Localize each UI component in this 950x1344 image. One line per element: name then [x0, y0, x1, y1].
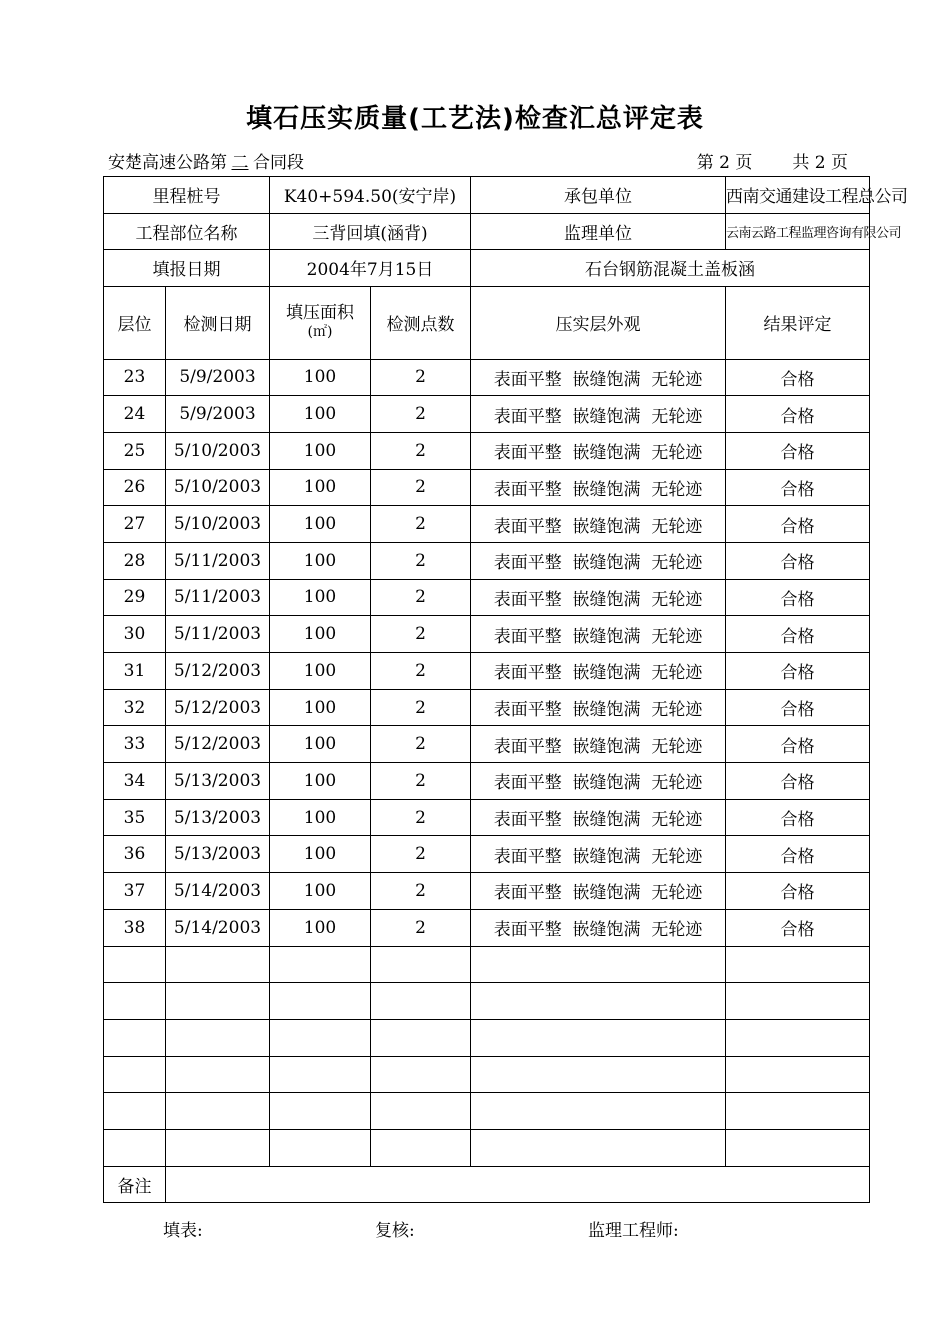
cell-appearance: 表面平整 嵌缝饱满 无轮迹	[471, 579, 726, 616]
cell-layer: 33	[104, 726, 166, 763]
cell-layer: 35	[104, 799, 166, 836]
cell-area: 100	[270, 506, 371, 543]
table-row	[104, 689, 870, 726]
cell-date: 5/11/2003	[166, 579, 270, 616]
cell-result: 合格	[726, 873, 870, 910]
empty-cell	[471, 983, 726, 1020]
empty-cell	[471, 1019, 726, 1056]
part-value: 三背回填(涵背)	[270, 213, 471, 250]
cell-date: 5/9/2003	[166, 396, 270, 433]
col-layer: 层位	[104, 286, 166, 359]
cell-date: 5/10/2003	[166, 469, 270, 506]
page-indicator	[697, 148, 848, 173]
cell-date: 5/11/2003	[166, 616, 270, 653]
filled-by-label: 填表:	[163, 1221, 203, 1241]
cell-appearance: 表面平整 嵌缝饱满 无轮迹	[471, 799, 726, 836]
engineer-label: 监理工程师:	[588, 1221, 679, 1241]
empty-row	[104, 1129, 870, 1166]
empty-cell	[166, 1093, 270, 1130]
empty-row	[104, 1019, 870, 1056]
cell-points: 2	[371, 432, 471, 469]
info-row-part	[104, 213, 870, 250]
cell-date: 5/10/2003	[166, 506, 270, 543]
cell-points: 2	[371, 542, 471, 579]
table-row	[104, 836, 870, 873]
page-title: 填石压实质量(工艺法)检查汇总评定表	[246, 104, 704, 134]
empty-cell	[471, 946, 726, 983]
empty-cell	[104, 1129, 166, 1166]
cell-points: 2	[371, 396, 471, 433]
cell-result: 合格	[726, 359, 870, 396]
cell-date: 5/13/2003	[166, 799, 270, 836]
contractor-label: 承包单位	[471, 177, 726, 214]
cell-layer: 37	[104, 873, 166, 910]
cell-points: 2	[371, 799, 471, 836]
cell-layer: 31	[104, 653, 166, 690]
project-name	[108, 148, 304, 173]
cell-appearance: 表面平整 嵌缝饱满 无轮迹	[471, 432, 726, 469]
cell-appearance: 表面平整 嵌缝饱满 无轮迹	[471, 726, 726, 763]
cell-result: 合格	[726, 616, 870, 653]
empty-cell	[371, 1093, 471, 1130]
cell-area: 100	[270, 909, 371, 946]
cell-appearance: 表面平整 嵌缝饱满 无轮迹	[471, 616, 726, 653]
col-date: 检测日期	[166, 286, 270, 359]
page-number: 第 2 页	[696, 153, 753, 173]
part-label: 工程部位名称	[104, 213, 270, 250]
empty-cell	[104, 1093, 166, 1130]
info-row-mileage	[104, 177, 870, 214]
cell-points: 2	[371, 726, 471, 763]
mileage-value: K40+594.50(安宁岸)	[270, 177, 471, 214]
cell-result: 合格	[726, 726, 870, 763]
cell-points: 2	[371, 616, 471, 653]
table-row	[104, 653, 870, 690]
col-result: 结果评定	[726, 286, 870, 359]
cell-points: 2	[371, 579, 471, 616]
cell-result: 合格	[726, 689, 870, 726]
supervisor-value: 云南云路工程监理咨询有限公司	[726, 213, 870, 250]
empty-row	[104, 1093, 870, 1130]
cell-layer: 24	[104, 396, 166, 433]
date-value: 2004年7月15日	[270, 250, 471, 287]
cell-layer: 25	[104, 432, 166, 469]
empty-cell	[471, 1093, 726, 1130]
cell-result: 合格	[726, 763, 870, 800]
cell-date: 5/11/2003	[166, 542, 270, 579]
empty-cell	[726, 1019, 870, 1056]
cell-points: 2	[371, 506, 471, 543]
subheader	[108, 148, 848, 172]
empty-cell	[471, 1129, 726, 1166]
cell-layer: 30	[104, 616, 166, 653]
empty-cell	[270, 1056, 371, 1093]
cell-layer: 32	[104, 689, 166, 726]
cell-points: 2	[371, 469, 471, 506]
cell-area: 100	[270, 469, 371, 506]
table-row	[104, 432, 870, 469]
col-points: 检测点数	[371, 286, 471, 359]
empty-cell	[270, 1093, 371, 1130]
empty-row	[104, 983, 870, 1020]
cell-layer: 26	[104, 469, 166, 506]
remarks-label: 备注	[104, 1166, 166, 1203]
col-area-unit: (㎡)	[307, 324, 333, 340]
empty-cell	[726, 946, 870, 983]
empty-cell	[371, 1129, 471, 1166]
project-prefix: 安楚高速公路第	[108, 153, 227, 173]
table-row	[104, 873, 870, 910]
page-total: 共 2 页	[792, 153, 848, 173]
cell-points: 2	[371, 653, 471, 690]
cell-appearance: 表面平整 嵌缝饱满 无轮迹	[471, 653, 726, 690]
empty-cell	[104, 983, 166, 1020]
col-appearance: 压实层外观	[471, 286, 726, 359]
cell-appearance: 表面平整 嵌缝饱满 无轮迹	[471, 396, 726, 433]
empty-cell	[104, 1019, 166, 1056]
cell-points: 2	[371, 909, 471, 946]
cell-result: 合格	[726, 396, 870, 433]
empty-cell	[371, 946, 471, 983]
cell-area: 100	[270, 689, 371, 726]
table-row	[104, 909, 870, 946]
cell-result: 合格	[726, 836, 870, 873]
cell-appearance: 表面平整 嵌缝饱满 无轮迹	[471, 506, 726, 543]
project-suffix: 合同段	[253, 153, 304, 173]
cell-result: 合格	[726, 653, 870, 690]
cell-area: 100	[270, 653, 371, 690]
supervisor-label: 监理单位	[471, 213, 726, 250]
inspection-table	[103, 176, 908, 1203]
empty-cell	[104, 1056, 166, 1093]
cell-layer: 34	[104, 763, 166, 800]
empty-cell	[166, 946, 270, 983]
empty-cell	[166, 983, 270, 1020]
empty-cell	[270, 946, 371, 983]
cell-result: 合格	[726, 469, 870, 506]
cell-layer: 38	[104, 909, 166, 946]
empty-cell	[166, 1019, 270, 1056]
cell-area: 100	[270, 359, 371, 396]
empty-cell	[371, 1019, 471, 1056]
table-row	[104, 763, 870, 800]
empty-cell	[166, 1129, 270, 1166]
remarks-value	[166, 1166, 870, 1203]
mileage-label: 里程桩号	[104, 177, 270, 214]
cell-appearance: 表面平整 嵌缝饱满 无轮迹	[471, 763, 726, 800]
empty-cell	[166, 1056, 270, 1093]
cell-area: 100	[270, 799, 371, 836]
cell-layer: 28	[104, 542, 166, 579]
cell-date: 5/14/2003	[166, 909, 270, 946]
empty-cell	[726, 983, 870, 1020]
cell-area: 100	[270, 396, 371, 433]
cell-area: 100	[270, 836, 371, 873]
cell-layer: 36	[104, 836, 166, 873]
col-area-label: 填压面积	[286, 303, 354, 323]
table-row	[104, 506, 870, 543]
cell-result: 合格	[726, 579, 870, 616]
cell-points: 2	[371, 873, 471, 910]
info-row-date	[104, 250, 870, 287]
cell-date: 5/12/2003	[166, 689, 270, 726]
cell-area: 100	[270, 432, 371, 469]
column-header-row	[104, 286, 870, 359]
cell-layer: 29	[104, 579, 166, 616]
empty-row	[104, 946, 870, 983]
cell-layer: 27	[104, 506, 166, 543]
signature-footer	[0, 1216, 950, 1240]
cell-layer: 23	[104, 359, 166, 396]
cell-date: 5/14/2003	[166, 873, 270, 910]
table-row	[104, 579, 870, 616]
empty-row	[104, 1056, 870, 1093]
table-row	[104, 726, 870, 763]
cell-points: 2	[371, 359, 471, 396]
cell-date: 5/12/2003	[166, 726, 270, 763]
empty-cell	[726, 1093, 870, 1130]
cell-appearance: 表面平整 嵌缝饱满 无轮迹	[471, 542, 726, 579]
structure-value: 石台钢筋混凝土盖板涵	[471, 250, 870, 287]
cell-date: 5/12/2003	[166, 653, 270, 690]
empty-cell	[471, 1056, 726, 1093]
table-row	[104, 469, 870, 506]
remarks-row	[104, 1166, 870, 1203]
empty-cell	[270, 1019, 371, 1056]
cell-area: 100	[270, 542, 371, 579]
cell-result: 合格	[726, 799, 870, 836]
cell-date: 5/10/2003	[166, 432, 270, 469]
cell-area: 100	[270, 873, 371, 910]
col-area	[270, 286, 371, 359]
empty-cell	[104, 946, 166, 983]
cell-result: 合格	[726, 909, 870, 946]
cell-appearance: 表面平整 嵌缝饱满 无轮迹	[471, 909, 726, 946]
table-row	[104, 616, 870, 653]
empty-cell	[726, 1129, 870, 1166]
table-row	[104, 542, 870, 579]
cell-result: 合格	[726, 432, 870, 469]
cell-date: 5/9/2003	[166, 359, 270, 396]
cell-date: 5/13/2003	[166, 763, 270, 800]
empty-cell	[270, 983, 371, 1020]
cell-area: 100	[270, 616, 371, 653]
cell-area: 100	[270, 579, 371, 616]
empty-cell	[371, 983, 471, 1020]
reviewed-by-label: 复核:	[375, 1221, 415, 1241]
cell-points: 2	[371, 836, 471, 873]
contractor-value: 西南交通建设工程总公司	[726, 177, 870, 214]
table-row	[104, 396, 870, 433]
cell-date: 5/13/2003	[166, 836, 270, 873]
cell-area: 100	[270, 726, 371, 763]
empty-cell	[270, 1129, 371, 1166]
table-row	[104, 359, 870, 396]
date-label: 填报日期	[104, 250, 270, 287]
cell-appearance: 表面平整 嵌缝饱满 无轮迹	[471, 359, 726, 396]
cell-appearance: 表面平整 嵌缝饱满 无轮迹	[471, 873, 726, 910]
cell-area: 100	[270, 763, 371, 800]
cell-appearance: 表面平整 嵌缝饱满 无轮迹	[471, 469, 726, 506]
contract-number: 二	[231, 153, 249, 173]
cell-appearance: 表面平整 嵌缝饱满 无轮迹	[471, 836, 726, 873]
empty-cell	[371, 1056, 471, 1093]
empty-cell	[726, 1056, 870, 1093]
cell-points: 2	[371, 763, 471, 800]
cell-result: 合格	[726, 542, 870, 579]
cell-points: 2	[371, 689, 471, 726]
table-row	[104, 799, 870, 836]
cell-result: 合格	[726, 506, 870, 543]
cell-appearance: 表面平整 嵌缝饱满 无轮迹	[471, 689, 726, 726]
